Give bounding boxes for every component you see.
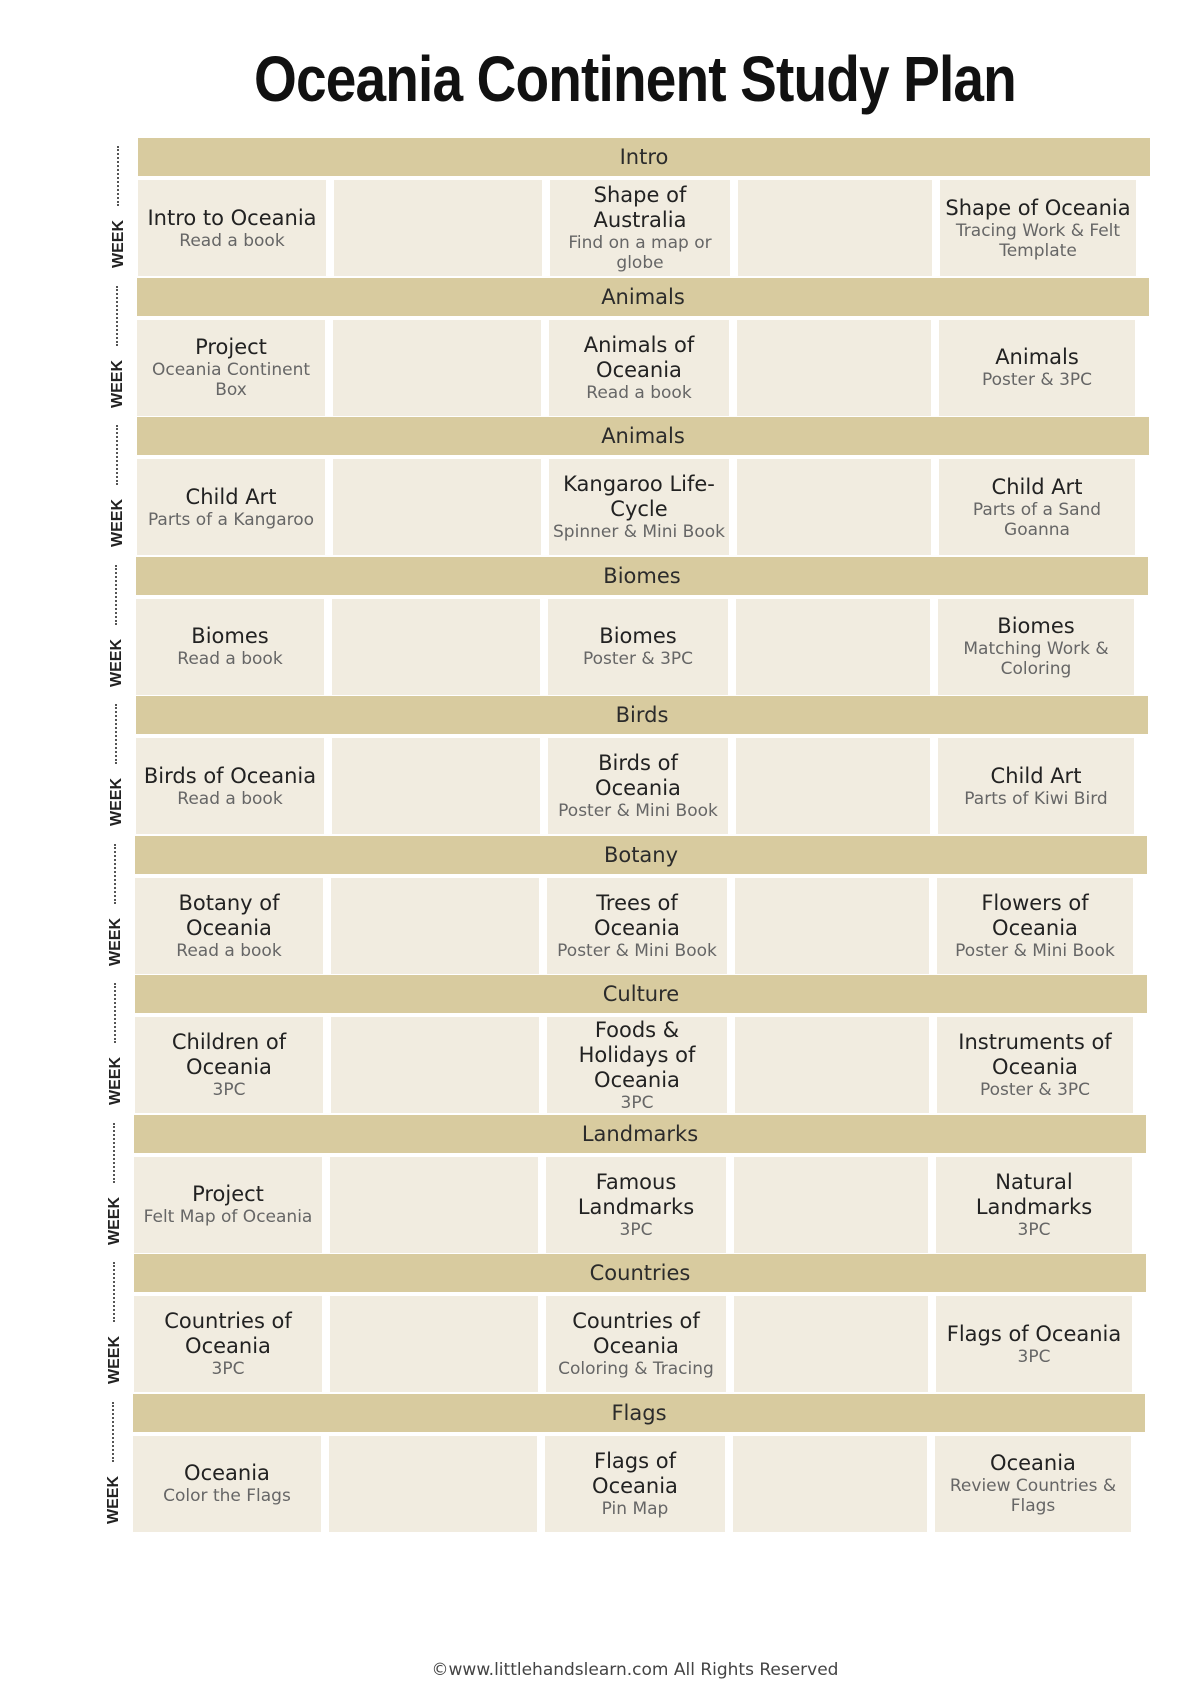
week-topic-header: Culture: [135, 975, 1147, 1013]
activity-cell: [134, 1296, 322, 1392]
activity-cell: [938, 599, 1134, 695]
activity-cell: [936, 1157, 1132, 1253]
activity-cell: [329, 1436, 537, 1532]
activity-cell: [135, 1017, 323, 1113]
week-block: [99, 278, 1199, 418]
activity-cell: [734, 1296, 928, 1392]
activity-cell: [737, 459, 931, 555]
activity-title: Child Art: [991, 474, 1083, 499]
copyright-footer: ©www.littlehandslearn.com All Rights Reserved: [431, 1660, 839, 1680]
activity-title: Birds of Oceania: [595, 751, 681, 800]
week-activity-row: [138, 180, 1150, 276]
activity-title: Children of Oceania: [171, 1030, 287, 1079]
activity-subtitle: Pin Map: [601, 1498, 669, 1519]
week-label-text: WEEK: [106, 1336, 123, 1384]
activity-subtitle: Poster & 3PC: [582, 649, 694, 669]
week-label: [95, 1394, 133, 1534]
week-label: [99, 278, 137, 418]
activity-title: Foods & Holidays of Oceania: [578, 1017, 696, 1092]
week-number-blank-line: [117, 146, 119, 206]
activity-cell: [736, 738, 930, 834]
week-number-blank-line: [115, 565, 117, 625]
week-label-text: WEEK: [107, 1057, 124, 1105]
week-label-text: WEEK: [109, 359, 126, 408]
week-activity-row: [137, 459, 1149, 555]
activity-subtitle: 3PC: [1017, 1219, 1051, 1240]
week-label: [96, 1115, 134, 1255]
activity-cell: [332, 599, 540, 695]
week-label-text: WEEK: [110, 220, 127, 268]
activity-cell: [936, 1296, 1132, 1392]
activity-subtitle: Read a book: [586, 382, 692, 403]
activity-subtitle: Poster & Mini Book: [558, 801, 718, 821]
activity-subtitle: 3PC: [1017, 1346, 1051, 1367]
week-activity-row: [133, 1436, 1145, 1532]
activity-cell: [935, 1436, 1131, 1532]
week-label-text: WEEK: [105, 1475, 122, 1524]
week-label: [100, 138, 138, 278]
week-label: [97, 975, 135, 1115]
week-block: [98, 696, 1198, 836]
activity-cell: [333, 320, 541, 416]
activity-subtitle: Review Countries & Flags: [949, 1476, 1117, 1516]
activity-cell: [136, 738, 324, 834]
week-number-blank-line: [113, 1123, 115, 1183]
week-topic-header: Birds: [136, 696, 1148, 734]
activity-title: Flags of Oceania: [946, 1321, 1122, 1346]
activity-subtitle: Find on a map or globe: [568, 233, 712, 273]
activity-subtitle: Coloring & Tracing: [558, 1359, 714, 1379]
week-block: [97, 836, 1197, 976]
activity-cell: [733, 1436, 927, 1532]
week-block: [96, 1115, 1196, 1255]
week-label: [96, 1254, 134, 1394]
activity-title: Biomes: [191, 624, 269, 648]
activity-title: Natural Landmarks: [975, 1169, 1093, 1219]
activity-subtitle: 3PC: [212, 1080, 246, 1100]
activity-title: Countries of Oceania: [164, 1309, 292, 1358]
activity-cell: [735, 878, 929, 974]
activity-title: Oceania: [990, 1451, 1076, 1475]
week-activity-row: [136, 738, 1148, 834]
activity-cell: [737, 320, 931, 416]
activity-subtitle: 3PC: [620, 1092, 654, 1113]
week-number-blank-line: [116, 425, 118, 485]
activity-cell: [333, 459, 541, 555]
activity-cell: [137, 320, 325, 416]
week-topic-header: Landmarks: [134, 1115, 1146, 1153]
activity-title: Botany of Oceania: [178, 890, 280, 940]
activity-cell: [331, 878, 539, 974]
activity-cell: [937, 878, 1133, 974]
activity-subtitle: Parts of a Sand Goanna: [972, 499, 1102, 540]
activity-cell: [548, 738, 728, 834]
week-number-blank-line: [112, 1402, 114, 1462]
activity-cell: [939, 459, 1135, 555]
week-label-text: WEEK: [106, 1196, 123, 1245]
activity-cell: [549, 320, 729, 416]
week-block: [95, 1394, 1195, 1534]
activity-subtitle: Poster & 3PC: [981, 370, 1093, 390]
activity-subtitle: Tracing Work & Felt Template: [955, 220, 1121, 261]
activity-cell: [547, 1017, 727, 1113]
activity-subtitle: 3PC: [619, 1219, 653, 1240]
week-activity-row: [135, 1017, 1147, 1113]
activity-title: Trees of Oceania: [594, 890, 680, 940]
week-topic-header: Animals: [137, 278, 1149, 316]
activity-title: Intro to Oceania: [147, 205, 317, 230]
activity-title: Project: [195, 335, 267, 359]
activity-cell: [133, 1436, 321, 1532]
activity-subtitle: Color the Flags: [163, 1486, 291, 1506]
week-label: [98, 696, 136, 836]
activity-cell: [937, 1017, 1133, 1113]
activity-cell: [136, 599, 324, 695]
activity-subtitle: Matching Work & Coloring: [963, 639, 1109, 679]
week-number-blank-line: [114, 844, 116, 904]
activity-title: Animals of Oceania: [583, 332, 695, 382]
week-topic-header: Countries: [134, 1254, 1146, 1292]
activity-title: Birds of Oceania: [143, 763, 317, 788]
week-activity-row: [135, 878, 1147, 974]
activity-cell: [736, 599, 930, 695]
week-block: [98, 557, 1198, 697]
activity-cell: [546, 1157, 726, 1253]
activity-cell: [135, 878, 323, 974]
activity-cell: [546, 1296, 726, 1392]
activity-title: Child Art: [990, 763, 1082, 788]
activity-subtitle: 3PC: [211, 1359, 245, 1379]
week-label-text: WEEK: [109, 499, 126, 547]
activity-title: Countries of Oceania: [572, 1309, 700, 1358]
week-block: [96, 1254, 1196, 1394]
activity-title: Project: [192, 1182, 264, 1206]
week-label-text: WEEK: [107, 917, 124, 966]
week-topic-header: Animals: [137, 417, 1149, 455]
activity-title: Animals: [995, 345, 1079, 369]
week-block: [100, 138, 1200, 278]
activity-subtitle: Oceania Continent Box: [151, 360, 311, 400]
activity-cell: [138, 180, 326, 276]
activity-title: Flags of Oceania: [592, 1448, 678, 1498]
activity-cell: [938, 738, 1134, 834]
week-activity-row: [136, 599, 1148, 695]
week-label: [98, 557, 136, 697]
week-activity-row: [134, 1157, 1146, 1253]
activity-subtitle: Read a book: [177, 788, 283, 809]
week-activity-row: [137, 320, 1149, 416]
activity-subtitle: Read a book: [177, 649, 283, 669]
week-topic-header: Intro: [138, 138, 1150, 176]
week-topic-header: Flags: [133, 1394, 1145, 1432]
week-label: [99, 417, 137, 557]
activity-title: Instruments of Oceania: [958, 1030, 1112, 1079]
page-title: Oceania Continent Study Plan: [254, 43, 1016, 115]
activity-cell: [330, 1157, 538, 1253]
activity-subtitle: Poster & 3PC: [979, 1080, 1091, 1100]
activity-subtitle: Poster & Mini Book: [557, 940, 717, 961]
activity-subtitle: Poster & Mini Book: [955, 940, 1115, 961]
week-number-blank-line: [116, 286, 118, 346]
activity-cell: [331, 1017, 539, 1113]
activity-cell: [549, 459, 729, 555]
activity-subtitle: Parts of Kiwi Bird: [964, 788, 1108, 809]
activity-cell: [334, 180, 542, 276]
activity-title: Oceania: [184, 1461, 270, 1485]
activity-cell: [548, 599, 728, 695]
activity-subtitle: Felt Map of Oceania: [143, 1207, 313, 1227]
week-block: [99, 417, 1199, 557]
week-block: [97, 975, 1197, 1115]
activity-cell: [547, 878, 727, 974]
activity-title: Child Art: [185, 484, 277, 509]
activity-subtitle: Read a book: [176, 940, 282, 961]
activity-cell: [939, 320, 1135, 416]
week-topic-header: Botany: [135, 836, 1147, 874]
activity-title: Biomes: [599, 624, 677, 648]
activity-cell: [330, 1296, 538, 1392]
activity-cell: [332, 738, 540, 834]
week-activity-row: [134, 1296, 1146, 1392]
activity-cell: [735, 1017, 929, 1113]
activity-subtitle: Parts of a Kangaroo: [147, 509, 315, 530]
activity-cell: [738, 180, 932, 276]
activity-cell: [734, 1157, 928, 1253]
activity-cell: [545, 1436, 725, 1532]
week-number-blank-line: [113, 1262, 115, 1322]
week-number-blank-line: [115, 704, 117, 764]
week-label-text: WEEK: [108, 638, 125, 687]
activity-title: Shape of Oceania: [945, 195, 1131, 220]
activity-subtitle: Read a book: [179, 230, 285, 251]
activity-title: Famous Landmarks: [577, 1169, 695, 1219]
activity-title: Shape of Australia: [593, 183, 687, 232]
activity-cell: [550, 180, 730, 276]
activity-subtitle: Spinner & Mini Book: [553, 522, 725, 542]
week-topic-header: Biomes: [136, 557, 1148, 595]
activity-title: Flowers of Oceania: [981, 890, 1089, 940]
week-label-text: WEEK: [108, 778, 125, 826]
activity-cell: [137, 459, 325, 555]
activity-title: Kangaroo Life-Cycle: [563, 472, 715, 521]
week-label: [97, 836, 135, 976]
activity-title: Biomes: [997, 614, 1075, 638]
activity-cell: [940, 180, 1136, 276]
week-number-blank-line: [114, 983, 116, 1043]
activity-cell: [134, 1157, 322, 1253]
